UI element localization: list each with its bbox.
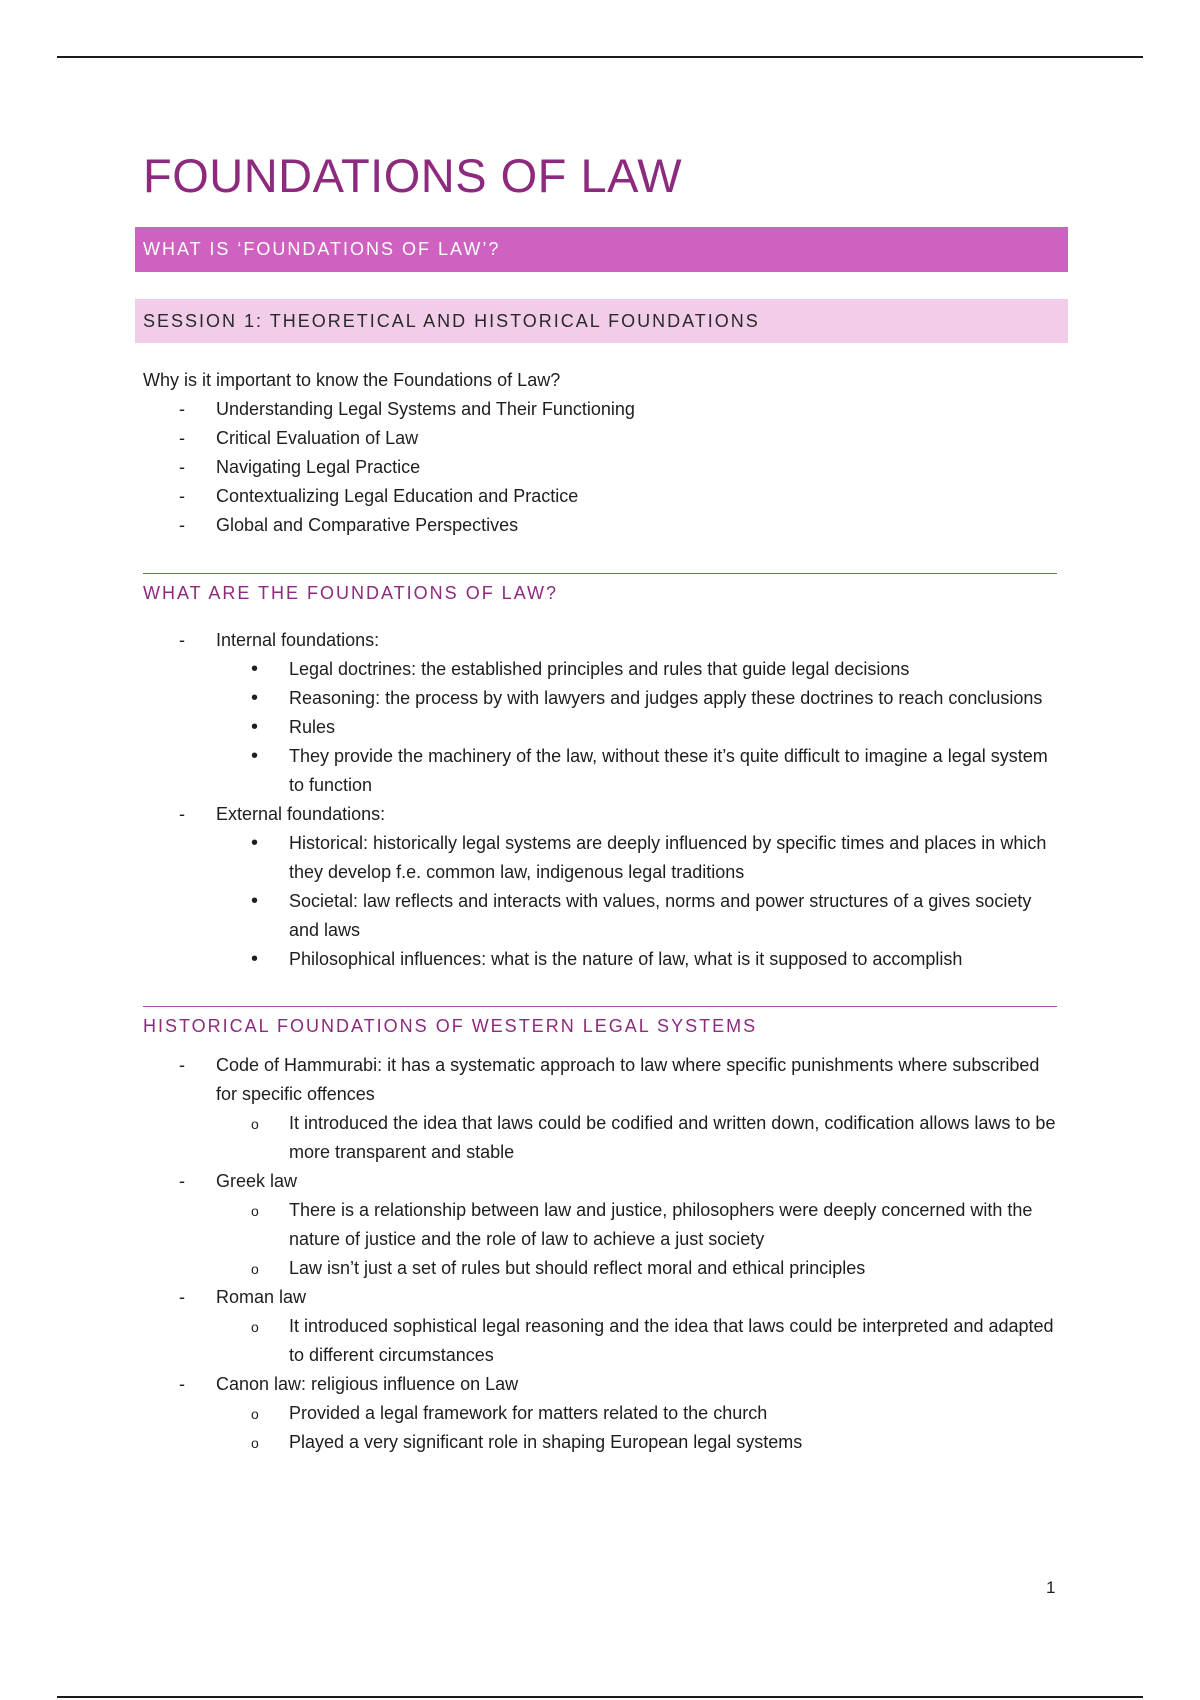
list-item-canon: - Canon law: religious influence on Law xyxy=(179,1374,519,1394)
greek-list xyxy=(143,1196,1061,1283)
footer-rule xyxy=(57,1696,1143,1698)
list-item: • Reasoning: the process by with lawyers and judges apply these doctrines to reach conclusions xyxy=(251,687,1043,709)
internal-list xyxy=(143,655,1061,800)
list-item: o Provided a legal framework for matters related to the church xyxy=(251,1403,768,1423)
hammurabi-list xyxy=(143,1109,1061,1167)
external-list xyxy=(143,829,1061,974)
list-item: o It introduced sophistical legal reasoning and the idea that laws could be interpreted and adapted to different circumstances xyxy=(251,1316,1054,1365)
section-divider xyxy=(143,573,1057,574)
section-divider xyxy=(143,1006,1057,1007)
canon-list xyxy=(143,1399,1061,1457)
roman-list xyxy=(143,1312,1061,1370)
list-item: • Philosophical influences: what is the nature of law, what is it supposed to accomplish xyxy=(251,948,963,970)
session-heading: SESSION 1: THEORETICAL AND HISTORICAL FOUNDATIONS xyxy=(135,299,1068,343)
list-item: o There is a relationship between law and justice, philosophers were deeply concerned with the nature of justice and the role of law to achieve a just society xyxy=(251,1200,1033,1249)
list-item: • Legal doctrines: the established principles and rules that guide legal decisions xyxy=(251,658,910,680)
list-item: o Played a very significant role in shaping European legal systems xyxy=(251,1432,803,1452)
historical-list-greek xyxy=(143,1167,1061,1196)
list-item-internal: - Internal foundations: xyxy=(179,630,380,650)
list-item: - Global and Comparative Perspectives xyxy=(179,515,519,535)
list-item: - Navigating Legal Practice xyxy=(179,457,421,477)
section-heading-foundations: WHAT ARE THE FOUNDATIONS OF LAW? xyxy=(143,583,559,603)
list-item: - Critical Evaluation of Law xyxy=(179,428,419,448)
foundations-list xyxy=(143,626,1061,655)
intro-question: Why is it important to know the Foundations of Law? xyxy=(143,370,561,390)
list-item: • Historical: historically legal systems are deeply influenced by specific times and places in which they develop f.e. common law, indigenous legal traditions xyxy=(251,832,1047,882)
page-number: 1 xyxy=(1046,1578,1056,1597)
list-item: • Rules xyxy=(251,716,336,738)
section-heading-historical: HISTORICAL FOUNDATIONS OF WESTERN LEGAL SYSTEMS xyxy=(143,1016,758,1036)
list-item-external: - External foundations: xyxy=(179,804,386,824)
list-item: • Societal: law reflects and interacts with values, norms and power structures of a gives society and laws xyxy=(251,890,1032,940)
document-title: FOUNDATIONS OF LAW xyxy=(143,149,683,202)
historical-list xyxy=(143,1051,1061,1109)
list-item: o Law isn’t just a set of rules but should reflect moral and ethical principles xyxy=(251,1258,866,1278)
list-item: o It introduced the idea that laws could be codified and written down, codification allows laws to be more transparent and stable xyxy=(251,1113,1056,1162)
list-item: - Understanding Legal Systems and Their Functioning xyxy=(179,399,635,419)
list-item-hammurabi: - Code of Hammurabi: it has a systematic approach to law where specific punishments where subscribed for specific offences xyxy=(179,1055,1040,1104)
banner-heading: WHAT IS ‘FOUNDATIONS OF LAW’? xyxy=(135,227,1068,272)
header-rule xyxy=(57,56,1143,58)
list-item-greek: - Greek law xyxy=(179,1171,298,1191)
historical-list-canon xyxy=(143,1370,1061,1399)
list-item: • They provide the machinery of the law, without these it’s quite difficult to imagine a legal system to function xyxy=(251,745,1048,795)
list-item: - Contextualizing Legal Education and Practice xyxy=(179,486,579,506)
historical-list-roman xyxy=(143,1283,1061,1312)
foundations-list-external xyxy=(143,800,1061,829)
intro-list xyxy=(143,395,1061,540)
document-body xyxy=(143,148,1061,1457)
list-item-roman: - Roman law xyxy=(179,1287,307,1307)
